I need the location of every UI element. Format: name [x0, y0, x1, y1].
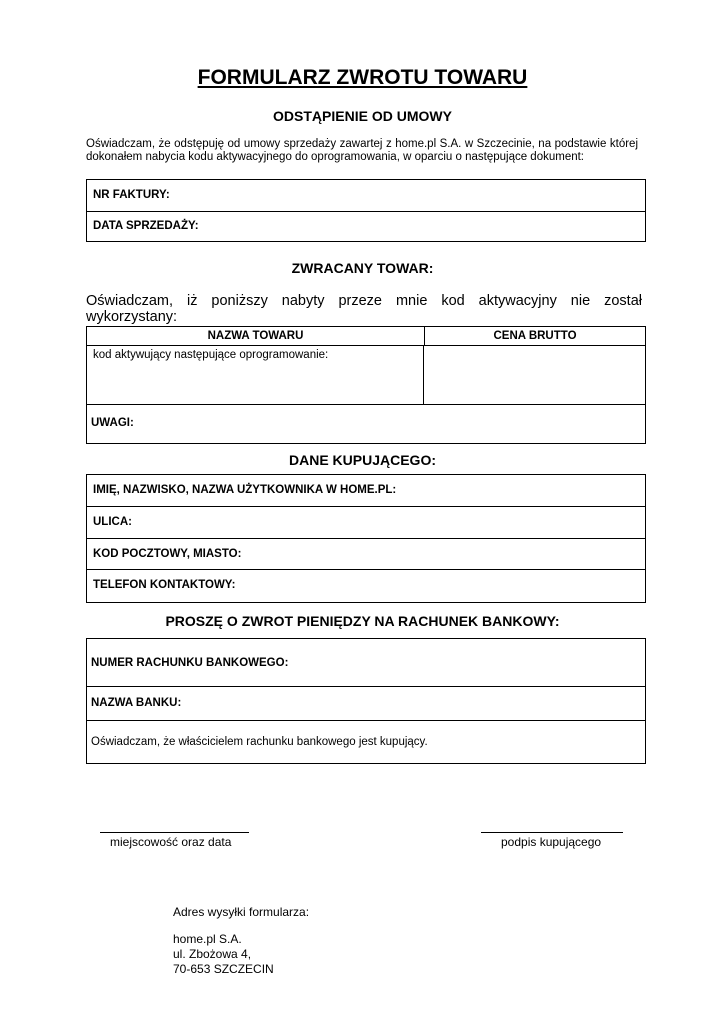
notes-label: UWAGI:	[91, 417, 134, 429]
buyer-signature-line[interactable]	[481, 832, 623, 833]
address-city: 70-653 SZCZECIN	[173, 962, 274, 976]
product-name-cell[interactable]	[87, 346, 424, 404]
buyer-signature-label: podpis kupującego	[501, 835, 602, 849]
product-name-text: kod aktywujący następujące oprogramowanie:	[93, 349, 329, 361]
place-date-label: miejscowość oraz data	[110, 835, 232, 849]
account-owner-statement-row	[87, 721, 645, 763]
place-date-signature-line[interactable]	[100, 832, 249, 833]
street-label: ULICA:	[93, 516, 132, 528]
bank-account-box	[86, 638, 646, 764]
buyer-name-label: IMIĘ, NAZWISKO, NAZWA UŻYTKOWNIKA W HOME.PL:	[93, 484, 397, 496]
refund-heading: PROSZĘ O ZWROT PIENIĘDZY NA RACHUNEK BANKOWY:	[165, 613, 560, 629]
withdrawal-heading: ODSTĄPIENIE OD UMOWY	[273, 108, 452, 124]
address-company: home.pl S.A.	[173, 932, 242, 946]
invoice-number-label: NR FAKTURY:	[93, 189, 170, 201]
postal-city-label: KOD POCZTOWY, MIASTO:	[93, 548, 242, 560]
account-number-field[interactable]	[87, 639, 645, 687]
buyer-data-box	[86, 474, 646, 603]
buyer-name-field[interactable]	[87, 475, 645, 507]
phone-field[interactable]	[87, 570, 645, 602]
bank-name-field[interactable]	[87, 687, 645, 721]
phone-label: TELEFON KONTAKTOWY:	[93, 579, 236, 591]
postal-city-field[interactable]	[87, 539, 645, 570]
sale-date-label: DATA SPRZEDAŻY:	[93, 220, 199, 232]
bank-name-label: NAZWA BANKU:	[91, 697, 182, 709]
col-gross-price: CENA BRUTTO	[493, 330, 577, 342]
invoice-box	[86, 179, 646, 242]
invoice-number-field[interactable]	[87, 180, 645, 212]
sale-date-field[interactable]	[87, 212, 645, 241]
notes-field[interactable]	[87, 405, 645, 444]
address-street: ul. Zbożowa 4,	[173, 947, 252, 961]
mailing-address-label: Adres wysyłki formularza:	[173, 905, 310, 919]
withdrawal-statement: Oświadczam, że odstępuję od umowy sprzedaży zawartej z home.pl S.A. w Szczecinie, na podstawie której dokonałem nabycia kodu aktywacyjnego do oprogramowania, w oparciu o następujące dokument:	[86, 138, 638, 163]
street-field[interactable]	[87, 507, 645, 539]
goods-table-header	[87, 327, 645, 346]
returned-goods-statement: Oświadczam, iż poniższy nabyty przeze mnie kod aktywacyjny nie został wykorzystany:	[86, 293, 642, 325]
buyer-data-heading: DANE KUPUJĄCEGO:	[288, 452, 436, 468]
account-owner-statement: Oświadczam, że właścicielem rachunku bankowego jest kupujący.	[91, 736, 428, 748]
form-title: FORMULARZ ZWROTU TOWARU	[197, 66, 528, 89]
account-number-label: NUMER RACHUNKU BANKOWEGO:	[91, 657, 289, 669]
goods-table	[86, 326, 646, 444]
returned-goods-heading: ZWRACANY TOWAR:	[291, 260, 434, 276]
goods-table-row	[87, 346, 645, 405]
gross-price-cell[interactable]	[424, 346, 645, 404]
col-product-name: NAZWA TOWARU	[87, 327, 425, 345]
